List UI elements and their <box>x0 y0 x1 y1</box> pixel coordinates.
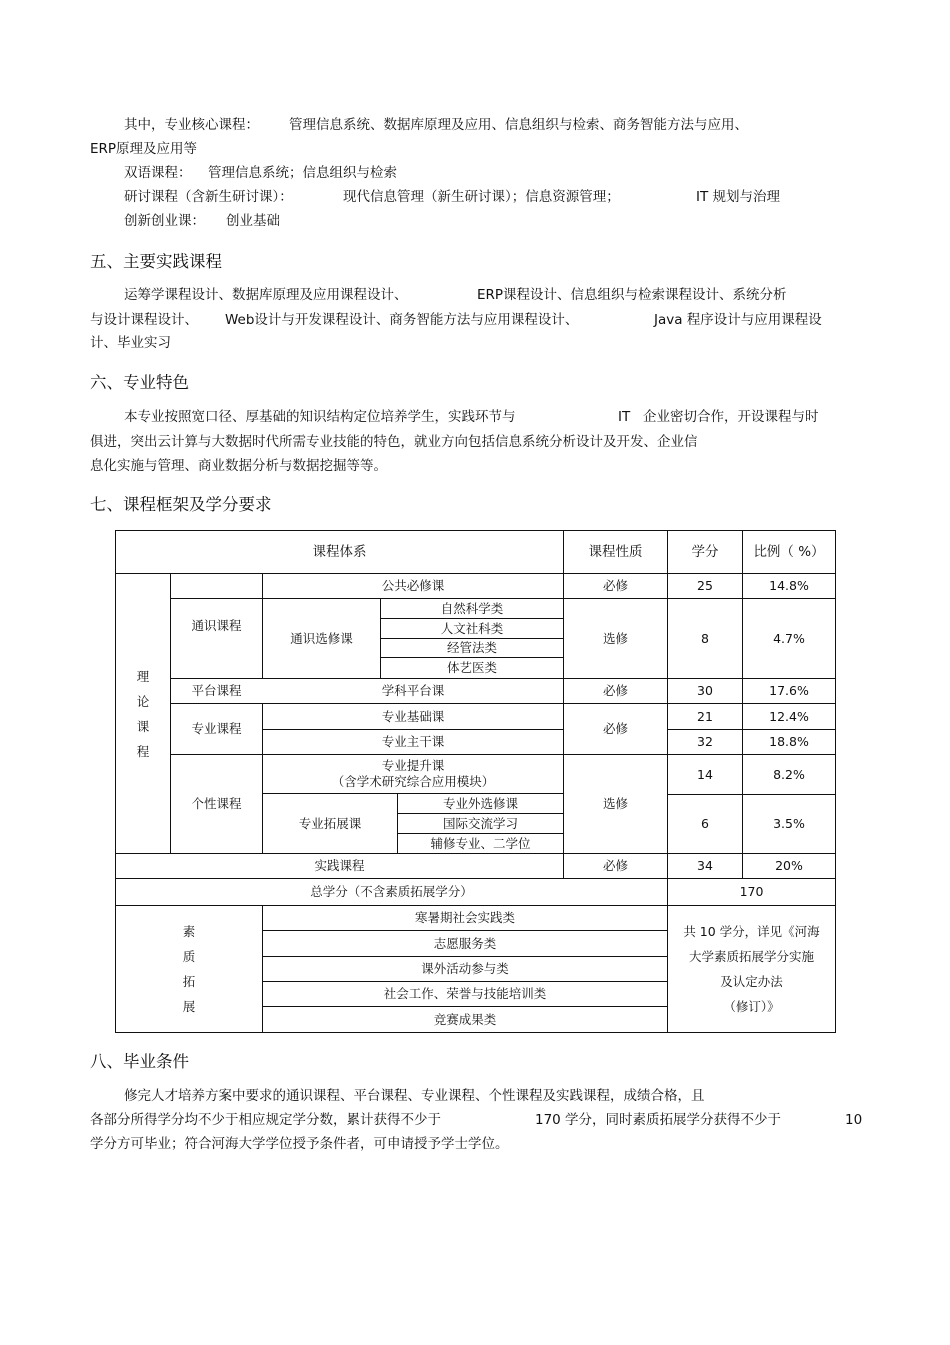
innovation-label: 创新创业课： <box>124 213 205 229</box>
feature-p1a: 本专业按照宽口径、厚基础的知识结构定位培养学生，实践环节与 <box>124 409 516 425</box>
public-credit: 25 <box>697 578 713 593</box>
quality-summer-practice: 寒暑期社会实践类 <box>414 910 515 925</box>
quality-activities: 课外活动参与类 <box>421 961 509 976</box>
total-credits-label: 总学分（不含素质拓展学分） <box>310 884 473 899</box>
feature-p2: 俱进，突出云计算与大数据时代所需专业技能的特色，就业方向包括信息系统分析设计及开发、企业信 <box>90 434 698 450</box>
extend-minor: 辅修专业、二学位 <box>430 835 531 851</box>
extend-international: 国际交流学习 <box>442 815 518 831</box>
seminar-list-it: IT 规划与治理 <box>696 189 781 205</box>
section-5-title: 五、主要实践课程 <box>90 252 222 271</box>
header-credit: 学分 <box>691 544 719 560</box>
enhance-course: 专业提升课 （含学术研究综合应用模块） <box>331 758 495 789</box>
platform-ratio: 17.6% <box>769 683 809 698</box>
bilingual-label: 双语课程： <box>124 165 192 181</box>
quality-extension-label: 素 质 拓 展 <box>182 924 196 1014</box>
practice-credit: 34 <box>697 858 713 873</box>
practice-p1b: ERP课程设计、信息组织与检索课程设计、系统分析 <box>477 287 787 303</box>
public-nature: 必修 <box>602 578 628 593</box>
elective-nature: 选修 <box>602 630 628 646</box>
major-core-ratio: 18.8% <box>769 734 809 749</box>
section-7-title: 七、课程框架及学分要求 <box>90 495 272 514</box>
graduation-p2c: 10 <box>845 1112 863 1128</box>
header-system: 课程体系 <box>312 544 367 560</box>
practice-p3: 计、毕业实习 <box>90 335 171 351</box>
feature-p1b: IT <box>618 409 631 425</box>
elective-credit: 8 <box>701 630 709 646</box>
platform-nature: 必修 <box>602 683 628 698</box>
graduation-p2a: 各部分所得学分均不少于相应规定学分数，累计获得不少于 <box>90 1112 441 1128</box>
practice-p1a: 运筹学课程设计、数据库原理及应用课程设计、 <box>124 287 408 303</box>
graduation-p1: 修完人才培养方案中要求的通识课程、平台课程、专业课程、个性课程及实践课程，成绩合格，且 <box>124 1088 705 1104</box>
practice-p2a: 与设计课程设计、 <box>90 312 198 328</box>
header-ratio: 比例（ %） <box>753 544 825 560</box>
extend-outside-major: 专业外选修课 <box>442 795 518 811</box>
graduation-p2b: 170 学分，同时素质拓展学分获得不少于 <box>535 1112 782 1128</box>
platform-credit: 30 <box>697 683 713 698</box>
general-elective-label: 通识选修课 <box>290 630 353 646</box>
general-courses-label: 通识课程 <box>191 618 242 633</box>
elective-natural-science: 自然科学类 <box>440 600 504 616</box>
enhance-ratio: 8.2% <box>773 766 805 782</box>
major-basic-credit: 21 <box>697 708 713 724</box>
major-nature: 必修 <box>602 721 628 736</box>
extend-course-label: 专业拓展课 <box>298 815 362 831</box>
feature-p1c: 企业密切合作，开设课程与时 <box>643 409 819 425</box>
platform-course: 学科平台课 <box>381 683 445 698</box>
core-courses-label: 其中，专业核心课程： <box>124 117 259 133</box>
elective-humanities: 人文社科类 <box>440 620 504 636</box>
graduation-p3: 学分方可毕业；符合河海大学学位授予条件者，可申请授予学士学位。 <box>90 1136 509 1152</box>
major-core-course: 专业主干课 <box>381 734 445 749</box>
core-courses-list: 管理信息系统、数据库原理及应用、信息组织与检索、商务智能方法与应用、 <box>289 117 748 133</box>
quality-volunteer: 志愿服务类 <box>433 935 497 951</box>
total-credits-value: 170 <box>739 884 764 899</box>
elective-ratio: 4.7% <box>773 630 805 646</box>
theory-courses-label: 理 论 课 程 <box>136 668 150 759</box>
practice-nature: 必修 <box>602 858 628 873</box>
seminar-label: 研讨课程（含新生研讨课）： <box>124 189 293 205</box>
seminar-list: 现代信息管理（新生研讨课）；信息资源管理； <box>343 189 620 205</box>
core-courses-cont: ERP原理及应用等 <box>90 141 198 157</box>
platform-courses-label: 平台课程 <box>191 683 242 698</box>
extend-ratio: 3.5% <box>773 816 805 831</box>
elective-economics-law: 经管法类 <box>446 640 497 655</box>
elective-arts-medicine: 体艺医类 <box>446 660 497 675</box>
innovation-list: 创业基础 <box>226 213 280 229</box>
practice-p2b: Web设计与开发课程设计、商务智能方法与应用课程设计、 <box>225 312 579 328</box>
section-8-title: 八、毕业条件 <box>90 1052 189 1071</box>
practice-p2c: Java 程序设计与应用课程设 <box>654 312 822 328</box>
bilingual-list: 管理信息系统；信息组织与检索 <box>208 165 397 181</box>
major-basic-ratio: 12.4% <box>769 708 809 724</box>
practice-courses-label: 实践课程 <box>314 858 365 873</box>
public-required-course: 公共必修课 <box>381 578 445 593</box>
section-6-title: 六、专业特色 <box>90 373 189 392</box>
personal-courses-label: 个性课程 <box>191 796 242 811</box>
header-nature: 课程性质 <box>588 544 643 560</box>
practice-ratio: 20% <box>775 858 803 873</box>
public-ratio: 14.8% <box>769 578 809 593</box>
quality-note: 共 10 学分，详见《河海 大学素质拓展学分实施 及认定办法 （修订）》 <box>683 924 820 1014</box>
extend-credit: 6 <box>701 816 709 831</box>
major-core-credit: 32 <box>697 734 713 749</box>
enhance-credit: 14 <box>697 766 713 782</box>
quality-competition: 竞赛成果类 <box>433 1011 497 1027</box>
personal-nature: 选修 <box>602 796 628 811</box>
major-basic-course: 专业基础课 <box>381 708 445 724</box>
major-courses-label: 专业课程 <box>191 721 242 736</box>
quality-social-work: 社会工作、荣誉与技能培训类 <box>383 986 547 1001</box>
feature-p3: 息化实施与管理、商业数据分析与数据挖掘等等。 <box>90 458 387 474</box>
